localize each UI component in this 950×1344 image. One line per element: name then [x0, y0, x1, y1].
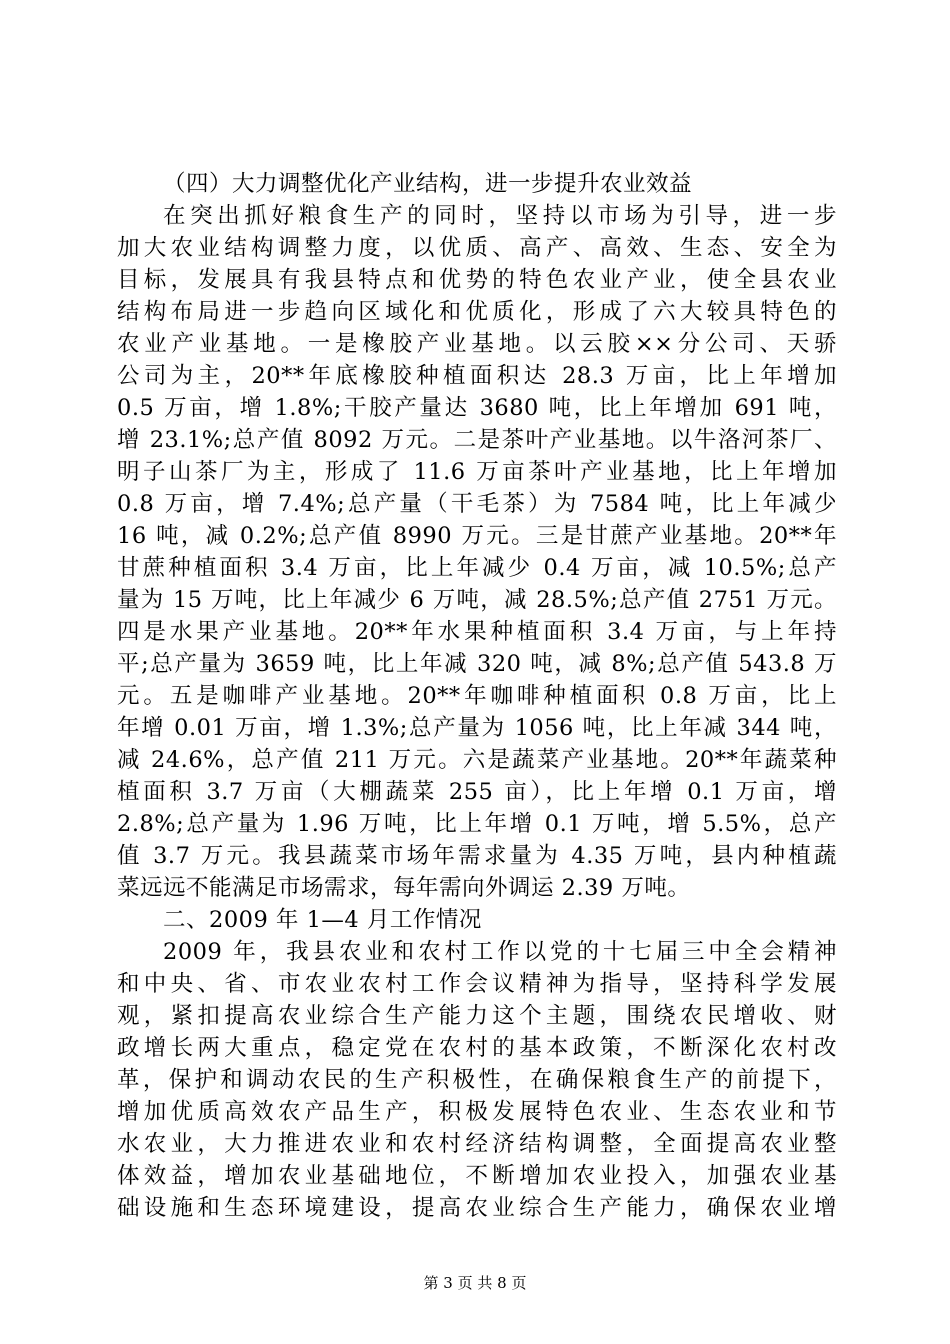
paragraph-line: 政增长两大重点，稳定党在农村的基本政策，不断深化农村改	[117, 1035, 837, 1061]
paragraph-line: 2009 年，我县农业和农村工作以党的十七届三中全会精神	[163, 939, 837, 965]
paragraph-line: 农业产业基地。一是橡胶产业基地。以云胶××分公司、天骄	[117, 331, 837, 357]
paragraph-line: 量为 15 万吨，比上年减少 6 万吨，减 28.5%;总产值 2751 万元。	[117, 587, 837, 613]
paragraph-line: 四是水果产业基地。20**年水果种植面积 3.4 万亩，与上年持	[117, 619, 837, 645]
paragraph-line: 增 23.1%;总产值 8092 万元。二是茶叶产业基地。以牛洛河茶厂、	[117, 427, 837, 453]
paragraph-line: 增加优质高效农产品生产，积极发展特色农业、生态农业和节	[117, 1099, 837, 1125]
document-body	[117, 168, 837, 1224]
paragraph-line: 元。五是咖啡产业基地。20**年咖啡种植面积 0.8 万亩，比上	[117, 683, 837, 709]
paragraph-line: 植面积 3.7 万亩（大棚蔬菜 255 亩），比上年增 0.1 万亩，增	[117, 779, 837, 805]
paragraph-line: 和中央、省、市农业农村工作会议精神为指导，坚持科学发展	[117, 971, 837, 997]
section-heading: 二、2009 年 1—4 月工作情况	[163, 907, 482, 933]
paragraph-line: 公司为主，20**年底橡胶种植面积达 28.3 万亩，比上年增加	[117, 363, 837, 389]
paragraph-line: 在突出抓好粮食生产的同时，坚持以市场为引导，进一步	[163, 203, 837, 229]
paragraph-line: 明子山茶厂为主，形成了 11.6 万亩茶叶产业基地，比上年增加	[117, 459, 837, 485]
paragraph-line: 结构布局进一步趋向区域化和优质化，形成了六大较具特色的	[117, 299, 837, 325]
paragraph-line: 年增 0.01 万亩，增 1.3%;总产量为 1056 吨，比上年减 344 吨，	[117, 715, 837, 741]
paragraph-line: 观，紧扣提高农业综合生产能力这个主题，围绕农民增收、财	[117, 1003, 837, 1029]
paragraph-line: 0.8 万亩，增 7.4%;总产量（干毛茶）为 7584 吨，比上年减少	[117, 491, 837, 517]
paragraph-line: 2.8%;总产量为 1.96 万吨，比上年增 0.1 万吨，增 5.5%，总产	[117, 811, 837, 837]
paragraph-line: 加大农业结构调整力度，以优质、高产、高效、生态、安全为	[117, 235, 837, 261]
paragraph-line: 0.5 万亩，增 1.8%;干胶产量达 3680 吨，比上年增加 691 吨，	[117, 395, 837, 421]
paragraph-line: 平;总产量为 3659 吨，比上年减 320 吨，减 8%;总产值 543.8 万	[117, 651, 837, 677]
page-number: 第 3 页 共 8 页	[423, 1274, 527, 1292]
paragraph-line: 甘蔗种植面积 3.4 万亩，比上年减少 0.4 万亩，减 10.5%;总产	[117, 555, 837, 581]
paragraph-line: 减 24.6%，总产值 211 万元。六是蔬菜产业基地。20**年蔬菜种	[117, 747, 837, 773]
paragraph-line: 值 3.7 万元。我县蔬菜市场年需求量为 4.35 万吨，县内种植蔬	[117, 843, 837, 869]
paragraph-line: 础设施和生态环境建设，提高农业综合生产能力，确保农业增	[117, 1195, 837, 1221]
paragraph-line: 革，保护和调动农民的生产积极性，在确保粮食生产的前提下，	[117, 1067, 837, 1093]
paragraph-line: 菜远远不能满足市场需求，每年需向外调运 2.39 万吨。	[117, 875, 691, 901]
paragraph-line: 体效益，增加农业基础地位，不断增加农业投入，加强农业基	[117, 1163, 837, 1189]
paragraph-line: 目标，发展具有我县特点和优势的特色农业产业，使全县农业	[117, 267, 837, 293]
paragraph-line: 16 吨，减 0.2%;总产值 8990 万元。三是甘蔗产业基地。20**年	[117, 523, 837, 549]
section-heading: （四）大力调整优化产业结构，进一步提升农业效益	[163, 171, 693, 197]
paragraph-line: 水农业，大力推进农业和农村经济结构调整，全面提高农业整	[117, 1131, 837, 1157]
